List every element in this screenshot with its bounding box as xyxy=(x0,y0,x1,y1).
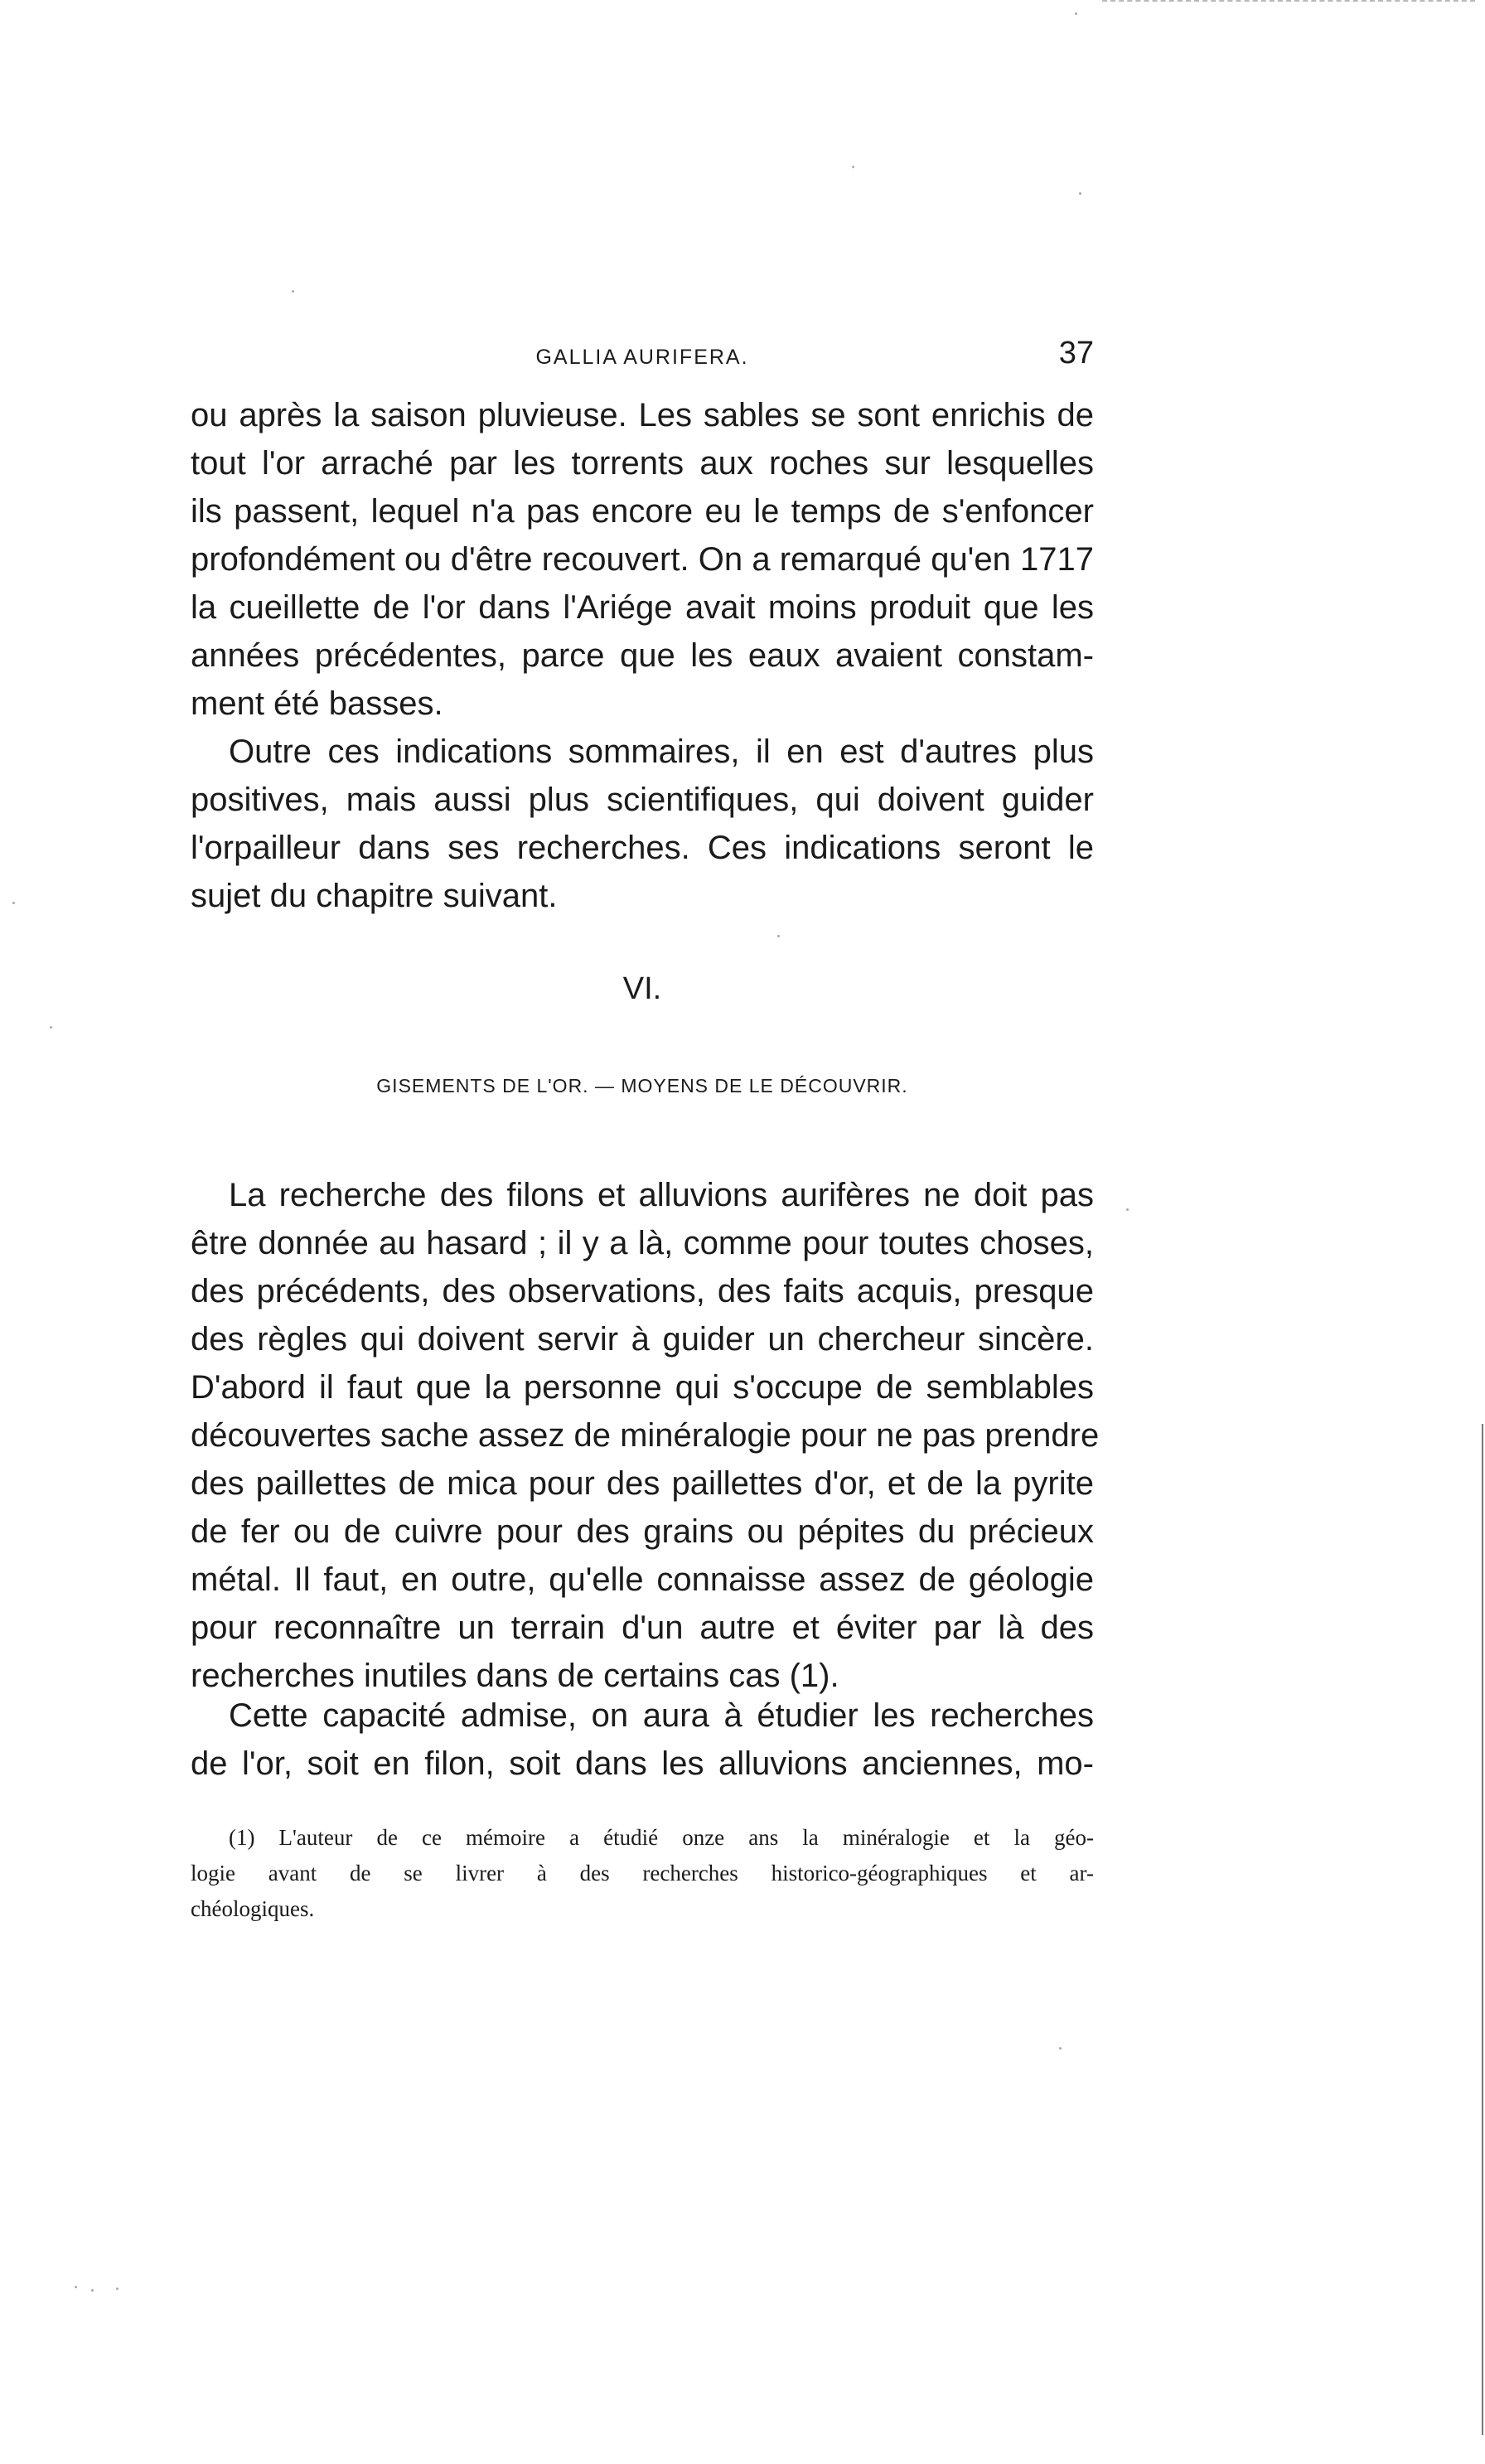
paragraph-3 xyxy=(191,1171,1100,1700)
text-line: D'abord il faut que la personne qui s'occupe de semblables xyxy=(191,1369,1094,1406)
scan-speck xyxy=(777,935,780,937)
text-line: Cette capacité admise, on aura à étudier les recherches xyxy=(229,1697,1094,1734)
section-heading: GISEMENTS DE L'OR. — MOYENS DE LE DÉCOUVRIR. xyxy=(376,1075,908,1096)
footnote-line: logie avant de se livrer à des recherches historico-géographiques et ar- xyxy=(191,1861,1094,1886)
scan-speck xyxy=(12,902,15,904)
section-number: VI. xyxy=(622,971,662,1006)
text-line: ou après la saison pluvieuse. Les sables se sont enrichis de xyxy=(191,397,1094,433)
scan-speck xyxy=(1075,12,1077,15)
text-line: l'orpailleur dans ses recherches. Ces indications seront le xyxy=(191,830,1094,866)
text-line: années précédentes, parce que les eaux avaient constam- xyxy=(191,637,1094,674)
text-line: sujet du chapitre suivant. xyxy=(191,878,558,914)
scan-speck xyxy=(91,2289,94,2292)
paragraph-1 xyxy=(191,391,1094,728)
running-head xyxy=(191,336,1094,377)
text-line: pour reconnaître un terrain d'un autre et éviter par là des xyxy=(191,1610,1094,1646)
scan-edge-marks xyxy=(1102,0,1475,4)
scan-speck xyxy=(1126,1208,1129,1211)
paragraph-4 xyxy=(191,1692,1094,1788)
text-line: positives, mais aussi plus scientifiques, qui doivent guider xyxy=(191,782,1094,818)
scan-speck xyxy=(116,2287,119,2290)
scan-speck xyxy=(292,290,294,293)
scan-speck xyxy=(852,166,854,168)
footnote xyxy=(191,1820,1094,1927)
page-number: 37 xyxy=(1058,336,1094,370)
paragraph-2 xyxy=(191,728,1094,920)
footnote-line: chéologiques. xyxy=(191,1896,315,1921)
text-line: tout l'or arraché par les torrents aux roches sur lesquelles xyxy=(191,445,1094,482)
scan-speck xyxy=(50,1026,52,1029)
text-line: ils passent, lequel n'a pas encore eu le temps de s'enfoncer xyxy=(191,493,1094,530)
scan-speck xyxy=(1079,192,1081,195)
running-title: GALLIA AURIFERA. xyxy=(535,346,749,369)
text-line: métal. Il faut, en outre, qu'elle connaisse assez de géologie xyxy=(191,1561,1094,1598)
footnote-line: (1) L'auteur de ce mémoire a étudié onze ans la minéralogie et la géo- xyxy=(229,1825,1094,1850)
text-line: des paillettes de mica pour des paillettes d'or, et de la pyrite xyxy=(191,1465,1094,1502)
text-line: des précédents, des observations, des faits acquis, presque xyxy=(191,1273,1094,1309)
text-line: recherches inutiles dans de certains cas (1). xyxy=(191,1658,839,1694)
text-line: de l'or, soit en filon, soit dans les alluvions anciennes, mo- xyxy=(191,1745,1094,1782)
text-line: de fer ou de cuivre pour des grains ou pépites du précieux xyxy=(191,1513,1094,1550)
scan-speck xyxy=(1059,2047,1062,2050)
text-line: La recherche des filons et alluvions aurifères ne doit pas xyxy=(229,1177,1094,1213)
scan-speck xyxy=(75,2286,77,2288)
text-line: Outre ces indications sommaires, il en est d'autres plus xyxy=(229,733,1094,770)
text-line: être donnée au hasard ; il y a là, comme pour toutes choses, xyxy=(191,1225,1094,1261)
text-line: découvertes sache assez de minéralogie pour ne pas prendre xyxy=(191,1417,1100,1454)
text-line: la cueillette de l'or dans l'Ariége avait moins produit que les xyxy=(191,589,1094,626)
text-line: profondément ou d'être recouvert. On a remarqué qu'en 1717 xyxy=(191,541,1094,578)
page-edge-rule xyxy=(1482,1424,1483,2435)
text-line: ment été basses. xyxy=(191,685,443,722)
text-line: des règles qui doivent servir à guider un chercheur sincère. xyxy=(191,1321,1094,1358)
